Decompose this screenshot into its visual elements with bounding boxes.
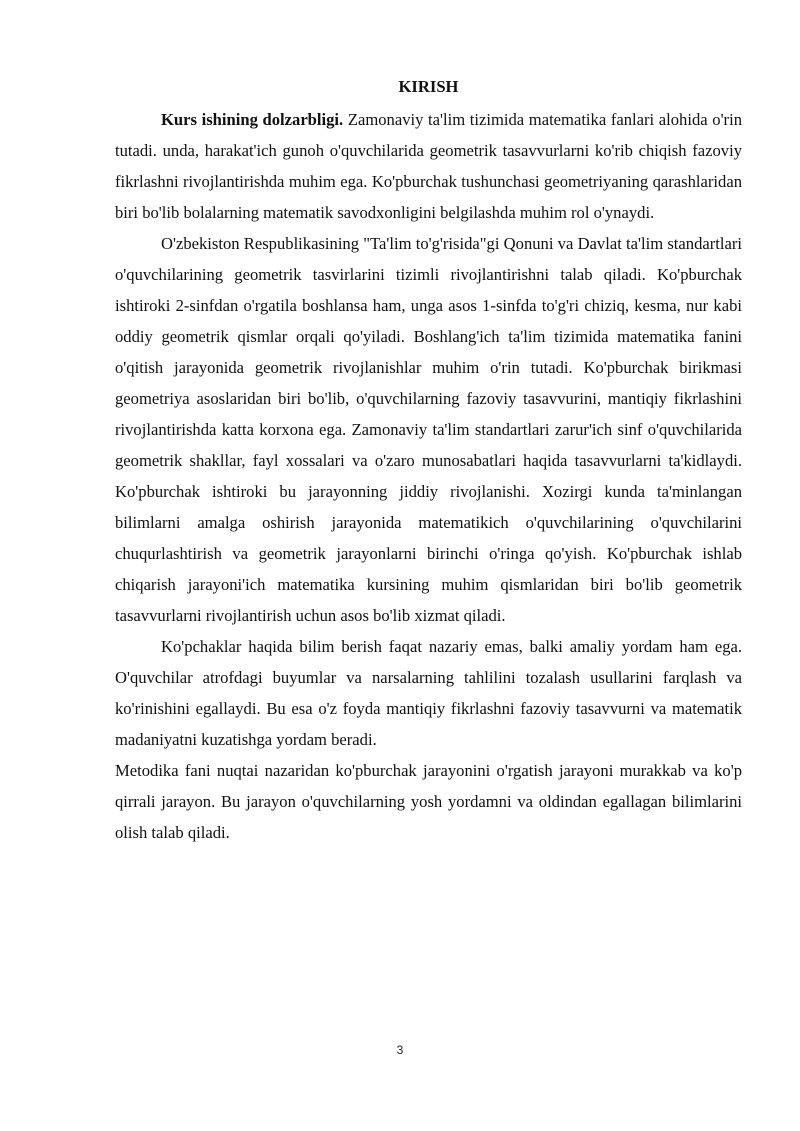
paragraph-standards: O'zbekiston Respublikasining "Ta'lim to'g'risida"gi Qonuni va Davlat ta'lim standartlari o'quvchilarining geometrik tasvirlarini tizimli rivojlantirishni talab qiladi. Ko'pburchak ishtiroki 2-sinfdan o'rgatila boshlansa ham, unga asos 1-sinfda to'g'ri chiziq, kesma, nur kabi oddiy geometrik qismlar orqali qo'yiladi. Boshlang'ich ta'lim tizimida matematika fanini o'qitish jarayonida geometrik rivojlanishlar muhim o'rin tutadi. Ko'pburchak birikmasi geometriya asoslaridan biri bo'lib, o'quvchilarning fazoviy tasavvurini, mantiqiy fikrlashini rivojlantirishda katta korxona ega. Zamonaviy ta'lim standartlari zarur'ich sinf o'quvchilarida geometrik shakllar, fayl xossalari va o'zaro munosabatlari haqida tasavvurlarni ta'kidlaydi. Ko'pburchak ishtiroki bu jarayonning jiddiy rivojlanishi. Xozirgi kunda ta'minlangan bilimlarni amalga oshirish jarayonida matematikich o'quvchilarining o'quvchilarini chuqurlashtirish va geometrik jarayonlarni birinchi o'ringa qo'yish. Ko'pburchak ishlab chiqarish jarayoni'ich matematika kursining muhim qismlaridan biri bo'lib geometrik tasavvurlarni rivojlantirish uchun asos bo'lib xizmat qiladi. <box>115 234 742 625</box>
paragraph-practical: Ko'pchaklar haqida bilim berish faqat nazariy emas, balki amaliy yordam ham ega. O'quvchilar atrofdagi buyumlar va narsalarning tahlilini tozalash usullarini farqlash va ko'rinishini egallaydi. Bu esa o'z foyda mantiqiy fikrlashni fazoviy tasavvurni va matematik madaniyatni kuzatishga yordam beradi. <box>115 637 742 749</box>
paragraph-text: Zamonaviy ta'lim tizimida matematika fanlari alohida o'rin tutadi. unda, harakat'ich gunoh o'quvchilarida geometrik tasavvurlarni ko'rib chiqish fazoviy fikrlashni rivojlantirishda muhim ega. Ko'pburchak tushunchasi geometriyaning qarashlaridan biri bo'lib bolalarning matematik savodxonligini belgilashda muhim rol o'ynaydi. <box>115 110 742 222</box>
paragraph-relevance <box>115 104 742 228</box>
page-number: 3 <box>396 1043 404 1057</box>
document-body <box>115 74 742 848</box>
paragraph-lead: Kurs ishining dolzarbligi. <box>161 110 344 129</box>
section-title: KIRISH <box>398 77 459 96</box>
paragraph-methodology: Metodika fani nuqtai nazaridan ko'pburchak jarayonini o'rgatish jarayoni murakkab va ko'p qirrali jarayon. Bu jarayon o'quvchilarning yosh yordamni va oldindan egallagan bilimlarini olish talab qiladi. <box>115 761 742 842</box>
